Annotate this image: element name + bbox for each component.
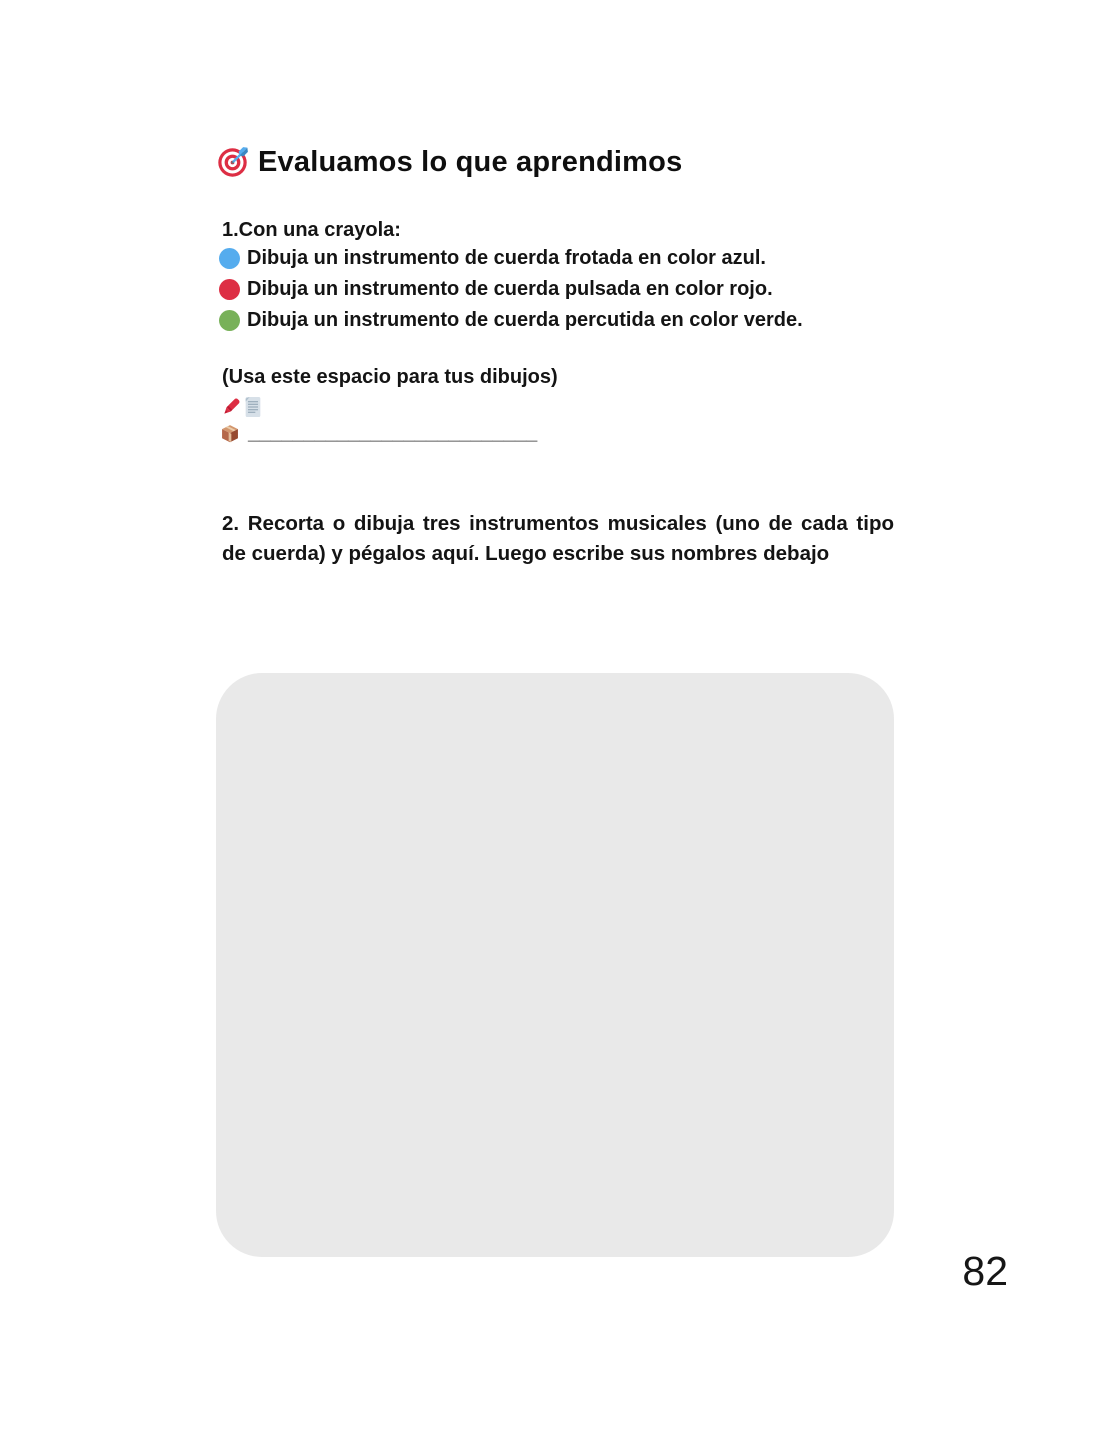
section1-heading: 1.Con una crayola: xyxy=(222,219,401,241)
section2-instruction: 2. Recorta o dibuja tres instrumentos musicales (uno de cada tipo de cuerda) y pégalos aquí. Luego escribe sus nombres debajo xyxy=(222,512,894,565)
page-title: Evaluamos lo que aprendimos xyxy=(258,146,683,178)
drawing-space-note: (Usa este espacio para tus dibujos) xyxy=(222,366,558,388)
page-icon xyxy=(241,395,265,419)
instruction-item-azul xyxy=(219,247,803,270)
instruction-text: Dibuja un instrumento de cuerda pulsada en color rojo. xyxy=(247,278,773,300)
crayon-icon xyxy=(219,395,243,419)
blue-circle-icon xyxy=(219,248,240,269)
instruction-item-verde xyxy=(219,309,803,332)
section-title-row xyxy=(216,146,682,179)
green-circle-icon xyxy=(219,310,240,331)
red-circle-icon xyxy=(219,279,240,300)
name-line-row xyxy=(219,420,537,446)
dart-target-icon xyxy=(216,146,249,179)
package-icon xyxy=(219,423,241,445)
answer-line: __________________________ xyxy=(248,422,538,444)
page-number: 82 xyxy=(962,1248,1008,1294)
drawing-tools-row xyxy=(219,395,265,419)
instruction-text: Dibuja un instrumento de cuerda frotada en color azul. xyxy=(247,247,766,269)
instruction-text: Dibuja un instrumento de cuerda percutida en color verde. xyxy=(247,309,803,331)
paste-area xyxy=(216,673,894,1257)
instruction-list xyxy=(219,247,803,332)
instruction-item-rojo xyxy=(219,278,803,301)
